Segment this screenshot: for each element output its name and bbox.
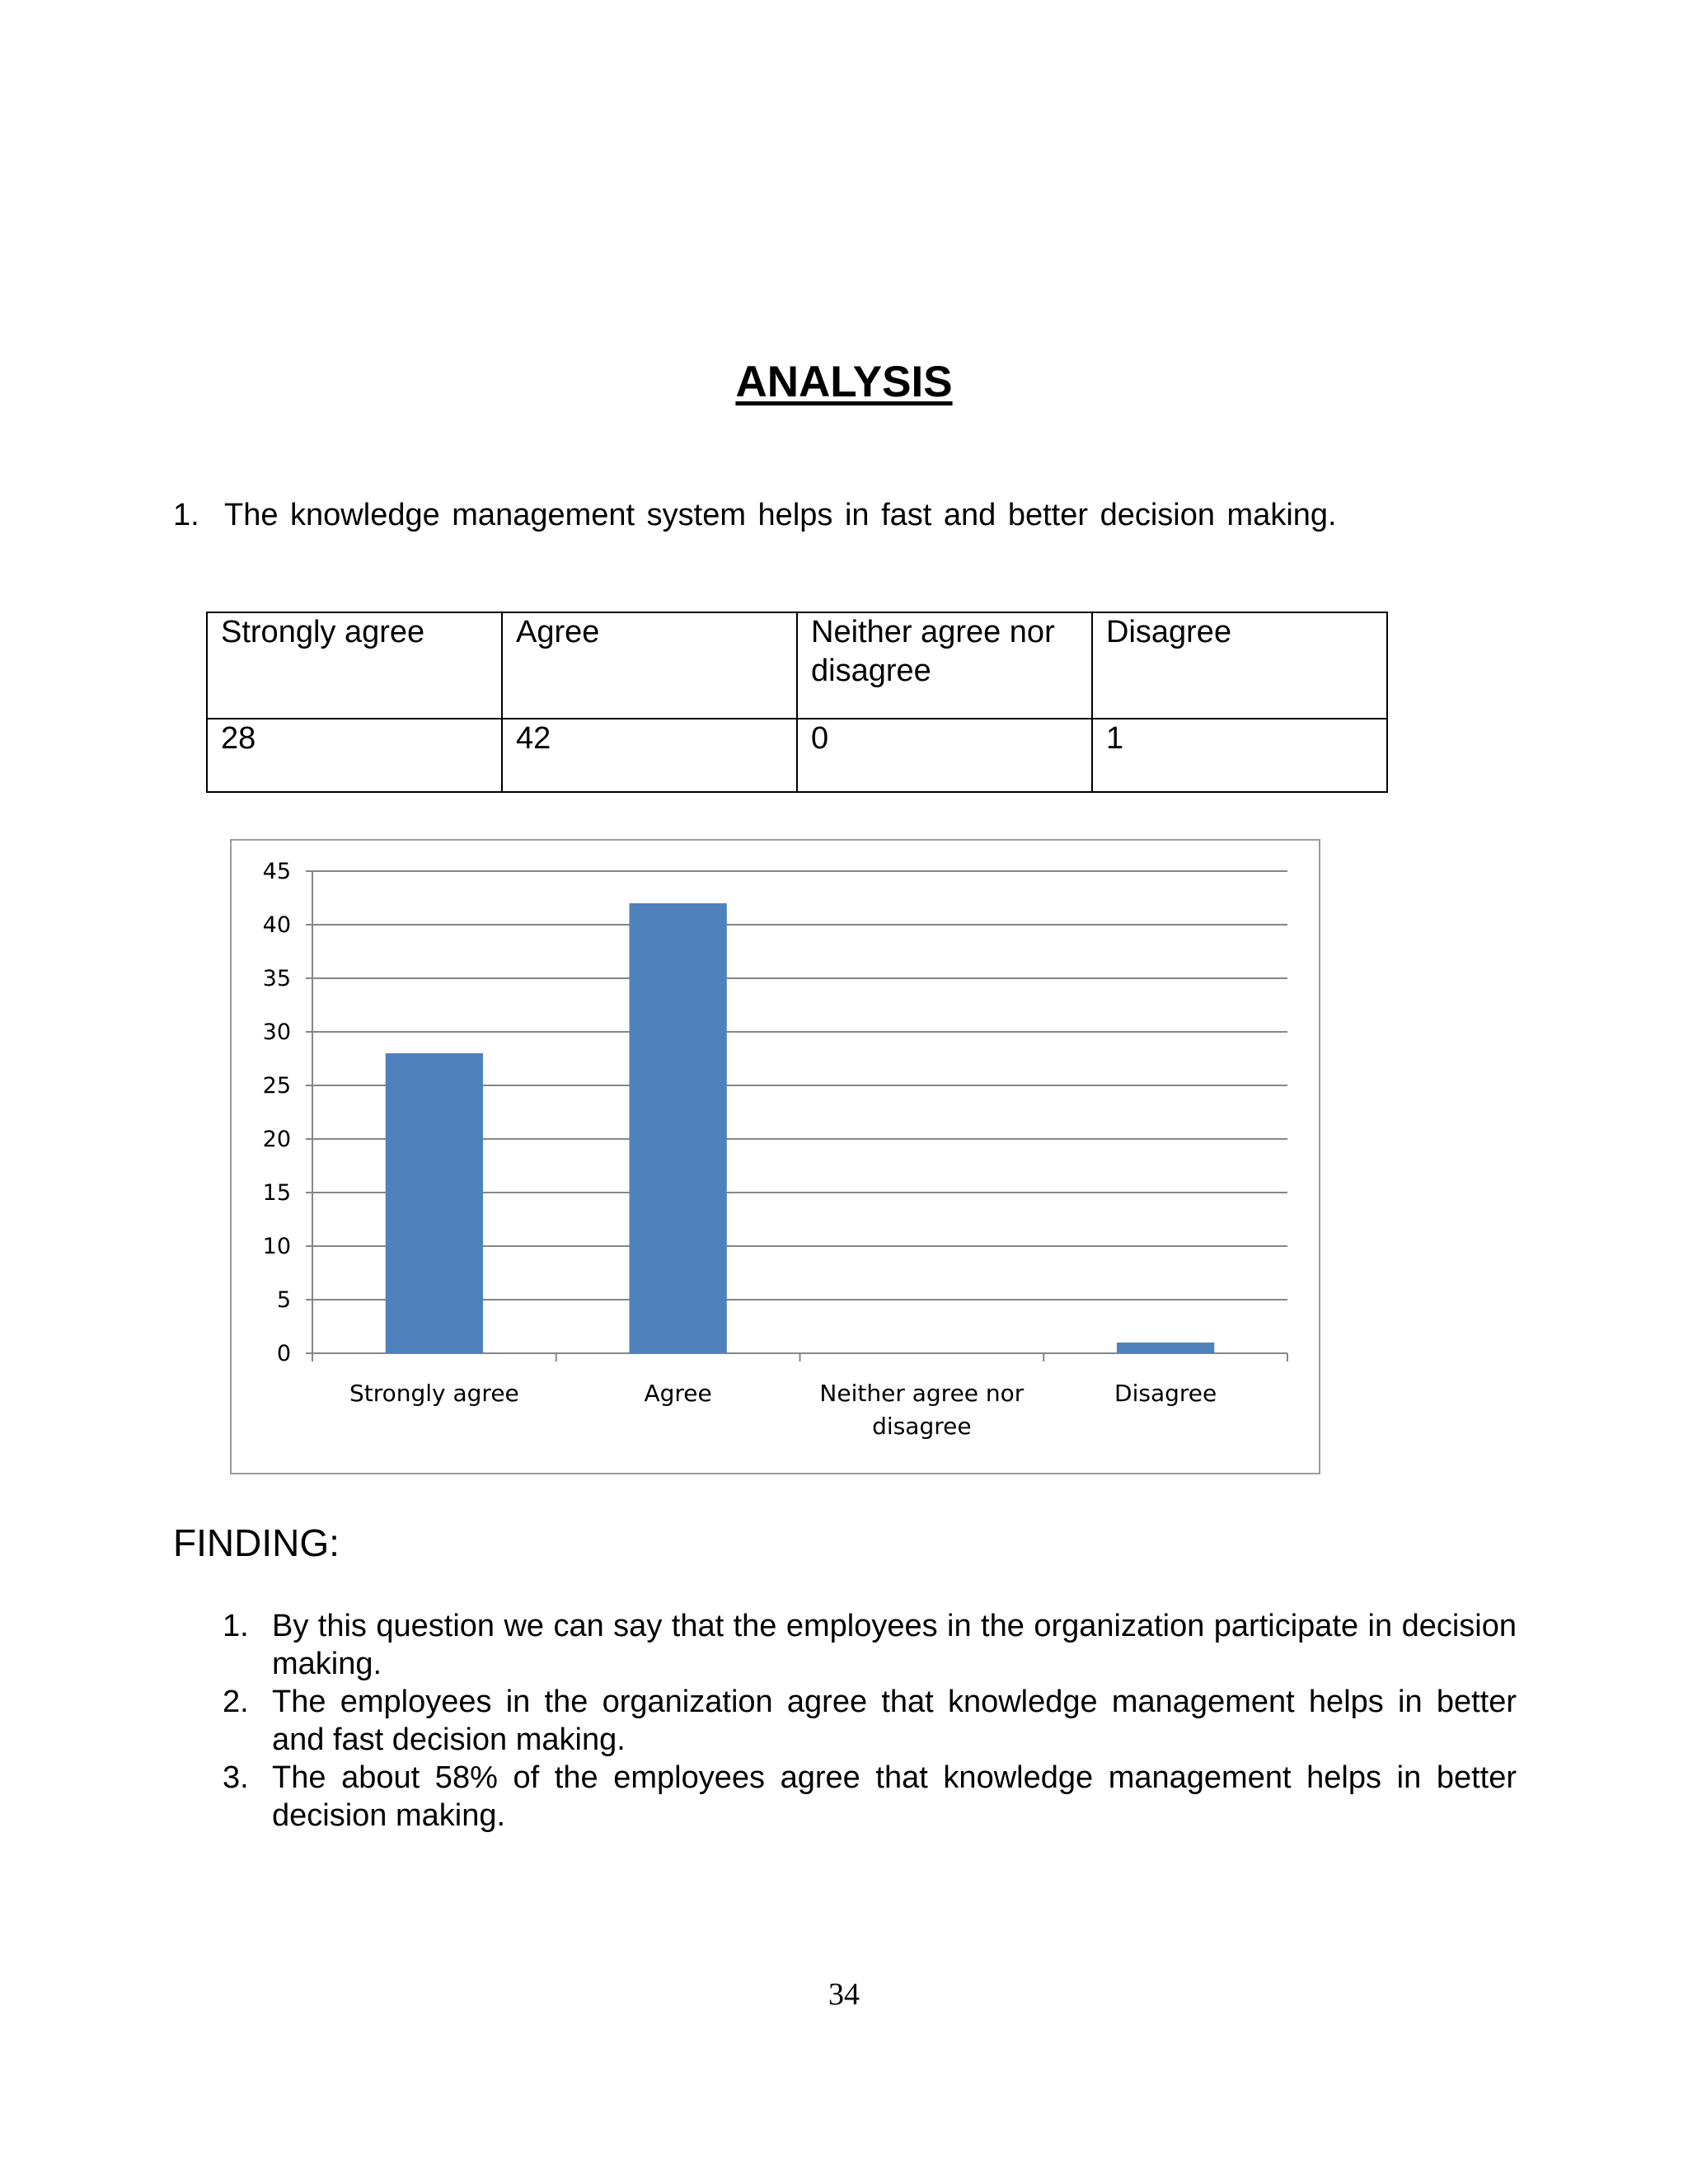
value-cell-disagree: 1 — [1092, 719, 1387, 792]
header-cell-agree: Agree — [502, 612, 797, 719]
finding-number: 1. — [223, 1609, 249, 1643]
y-tick-label: 40 — [262, 912, 291, 938]
y-tick-label: 25 — [262, 1073, 291, 1099]
finding-item — [223, 1759, 1517, 1835]
question-text: The knowledge management system helps in fast and better decision making. — [224, 498, 1337, 532]
header-cell-strongly-agree: Strongly agree — [207, 612, 502, 719]
finding-item — [223, 1607, 1517, 1683]
y-tick-label: 30 — [262, 1019, 291, 1045]
y-tick-label: 5 — [276, 1287, 291, 1313]
y-tick-label: 45 — [262, 859, 291, 884]
question — [173, 498, 1337, 533]
y-tick-label: 15 — [262, 1180, 291, 1206]
value-cell-neither: 0 — [797, 719, 1092, 792]
finding-text: The about 58% of the employees agree that knowledge management helps in better decision making. — [272, 1760, 1517, 1833]
finding-text: The employees in the organization agree that knowledge management helps in better and fast decision making. — [272, 1685, 1517, 1757]
finding-number: 2. — [223, 1685, 249, 1719]
bar — [1117, 1343, 1214, 1353]
x-tick-label: Agree — [644, 1380, 712, 1407]
x-tick-label: Strongly agree — [349, 1380, 519, 1407]
response-table — [206, 612, 1388, 793]
bar — [386, 1053, 483, 1353]
bar-chart — [230, 839, 1320, 1474]
header-cell-disagree: Disagree — [1092, 612, 1387, 719]
y-tick-label: 35 — [262, 966, 291, 991]
page-number: 34 — [828, 1977, 860, 2012]
y-tick-label: 0 — [276, 1341, 291, 1366]
x-tick-label: Disagree — [1114, 1380, 1217, 1407]
value-cell-strongly-agree: 28 — [207, 719, 502, 792]
finding-text: By this question we can say that the employees in the organization participate in decision making. — [272, 1609, 1517, 1681]
question-number: 1. — [173, 498, 199, 532]
header-cell-neither: Neither agree nor disagree — [797, 612, 1092, 719]
page-heading: ANALYSIS — [735, 358, 953, 406]
finding-number: 3. — [223, 1760, 249, 1795]
table-value-row — [207, 719, 1387, 792]
y-tick-label: 10 — [262, 1234, 291, 1259]
bar-chart-svg — [232, 841, 1319, 1473]
y-tick-label: 20 — [262, 1127, 291, 1152]
finding-item — [223, 1683, 1517, 1759]
finding-title: FINDING: — [173, 1521, 340, 1564]
table-header-row — [207, 612, 1387, 719]
finding-list — [223, 1607, 1517, 1835]
x-tick-label: Neither agree nor disagree — [819, 1380, 1025, 1440]
bar — [629, 903, 726, 1353]
value-cell-agree: 42 — [502, 719, 797, 792]
